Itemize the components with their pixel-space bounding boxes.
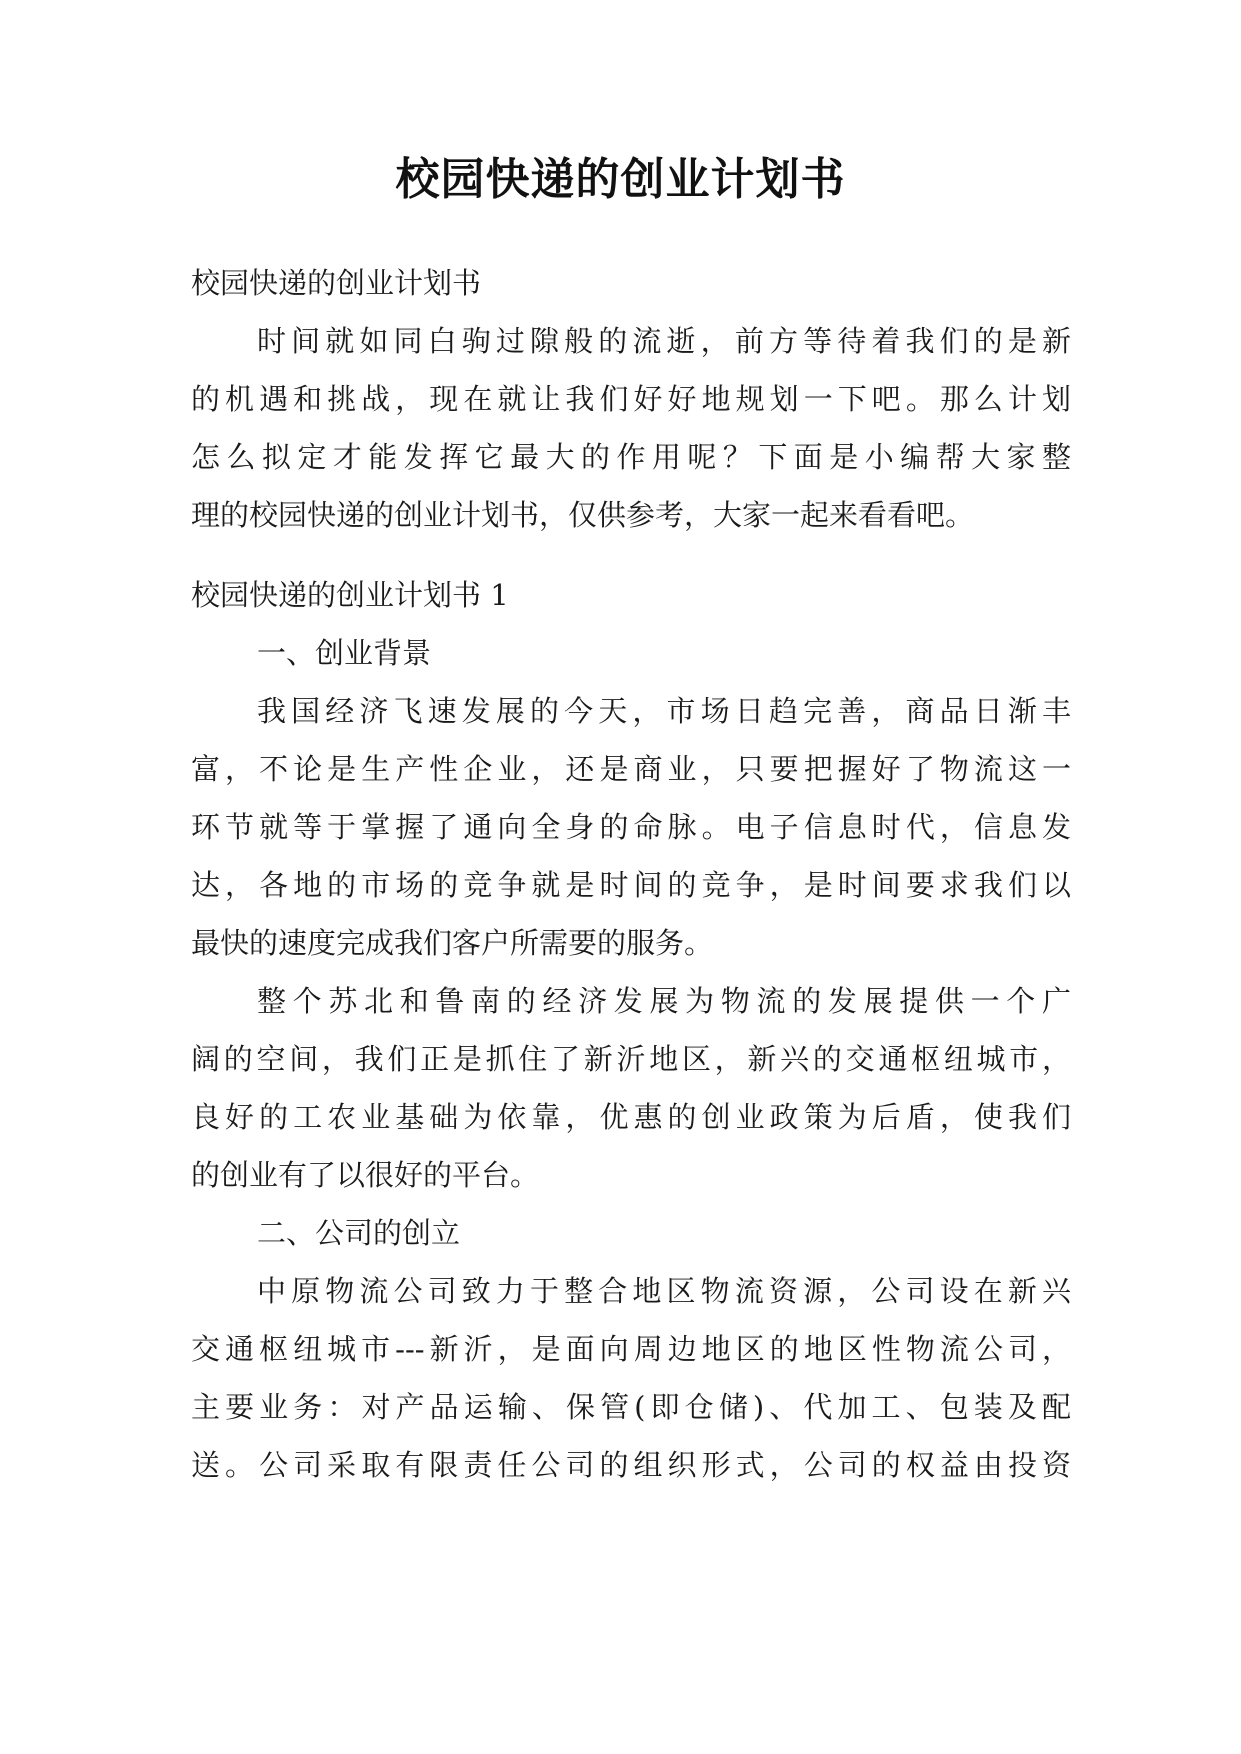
paragraph-line: 整个苏北和鲁南的经济发展为物流的发展提供一个广 — [257, 984, 1071, 1018]
paragraph-line: 送。公司采取有限责任公司的组织形式，公司的权益由投资 — [191, 1448, 1071, 1482]
paragraph-line: 的创业有了以很好的平台。 — [191, 1158, 540, 1192]
paragraph-line: 阔的空间，我们正是抓住了新沂地区，新兴的交通枢纽城市， — [191, 1042, 1071, 1076]
subtitle: 校园快递的创业计划书 — [191, 266, 482, 300]
paragraph-line: 中原物流公司致力于整合地区物流资源，公司设在新兴 — [257, 1274, 1071, 1308]
paragraph-line: 交通枢纽城市---新沂，是面向周边地区的地区性物流公司， — [191, 1332, 1071, 1366]
paragraph-line: 达，各地的市场的竞争就是时间的竞争，是时间要求我们以 — [191, 868, 1071, 902]
document-title: 校园快递的创业计划书 — [395, 154, 846, 205]
paragraph-line: 富，不论是生产性企业，还是商业，只要把握好了物流这一 — [191, 752, 1071, 786]
paragraph-line: 最快的速度完成我们客户所需要的服务。 — [191, 926, 714, 960]
section-title: 校园快递的创业计划书 1 — [191, 578, 509, 612]
intro-line: 怎么拟定才能发挥它最大的作用呢？下面是小编帮大家整 — [191, 440, 1071, 474]
paragraph-line: 主要业务：对产品运输、保管(即仓储)、代加工、包装及配 — [191, 1390, 1071, 1424]
paragraph-line: 环节就等于掌握了通向全身的命脉。电子信息时代，信息发 — [191, 810, 1071, 844]
intro-line: 时间就如同白驹过隙般的流逝，前方等待着我们的是新 — [257, 324, 1071, 358]
paragraph-line: 我国经济飞速发展的今天，市场日趋完善，商品日渐丰 — [257, 694, 1071, 728]
section-1 — [191, 566, 1071, 1494]
intro-block — [191, 254, 1071, 544]
paragraph-line: 良好的工农业基础为依靠，优惠的创业政策为后盾，使我们 — [191, 1100, 1071, 1134]
heading-company: 二、公司的创立 — [257, 1216, 461, 1250]
heading-background: 一、创业背景 — [257, 636, 432, 670]
intro-line: 的机遇和挑战，现在就让我们好好地规划一下吧。那么计划 — [191, 382, 1071, 416]
intro-line: 理的校园快递的创业计划书，仅供参考，大家一起来看看吧。 — [191, 498, 975, 532]
